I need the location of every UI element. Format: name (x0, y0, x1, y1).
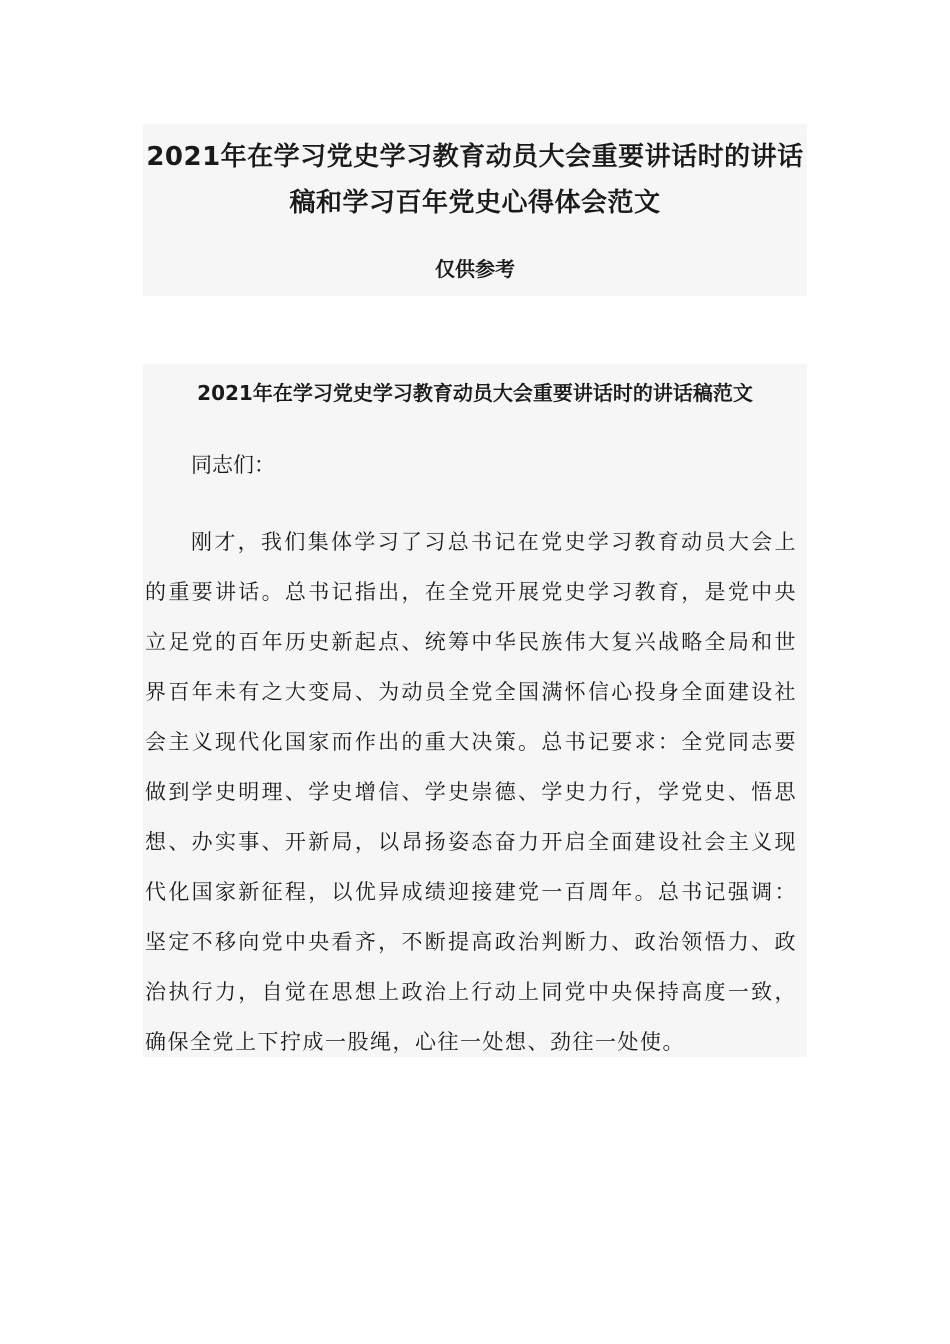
article-section (143, 364, 807, 1057)
salutation: 同志们： (191, 453, 275, 477)
document-subtitle: 仅供参考 (435, 257, 515, 281)
body-paragraph: 刚才，我们集体学习了习总书记在党史学习教育动员大会上的重要讲话。总书记指出，在全党开展党史学习教育，是党中央立足党的百年历史新起点、统筹中华民族伟大复兴战略全局和世界百年未有之大变局、为动员全党全国满怀信心投身全面建设社会主义现代化国家而作出的重大决策。总书记要求：全党同志要做到学史明理、学史增信、学史崇德、学史力行，学党史、悟思想、办实事、开新局，以昂扬姿态奋力开启全面建设社会主义现代化国家新征程，以优异成绩迎接建党一百周年。总书记强调：坚定不移向党中央看齐，不断提高政治判断力、政治领悟力、政治执行力，自觉在思想上政治上行动上同党中央保持高度一致，确保全党上下拧成一股绳，心往一处想、劲往一处使。 (145, 530, 797, 1054)
document-title: 2021年在学习党史学习教育动员大会重要讲话时的讲话稿和学习百年党史心得体会范文 (146, 142, 804, 218)
article-heading: 2021年在学习党史学习教育动员大会重要讲话时的讲话稿范文 (197, 381, 753, 405)
cover-block (143, 124, 807, 296)
